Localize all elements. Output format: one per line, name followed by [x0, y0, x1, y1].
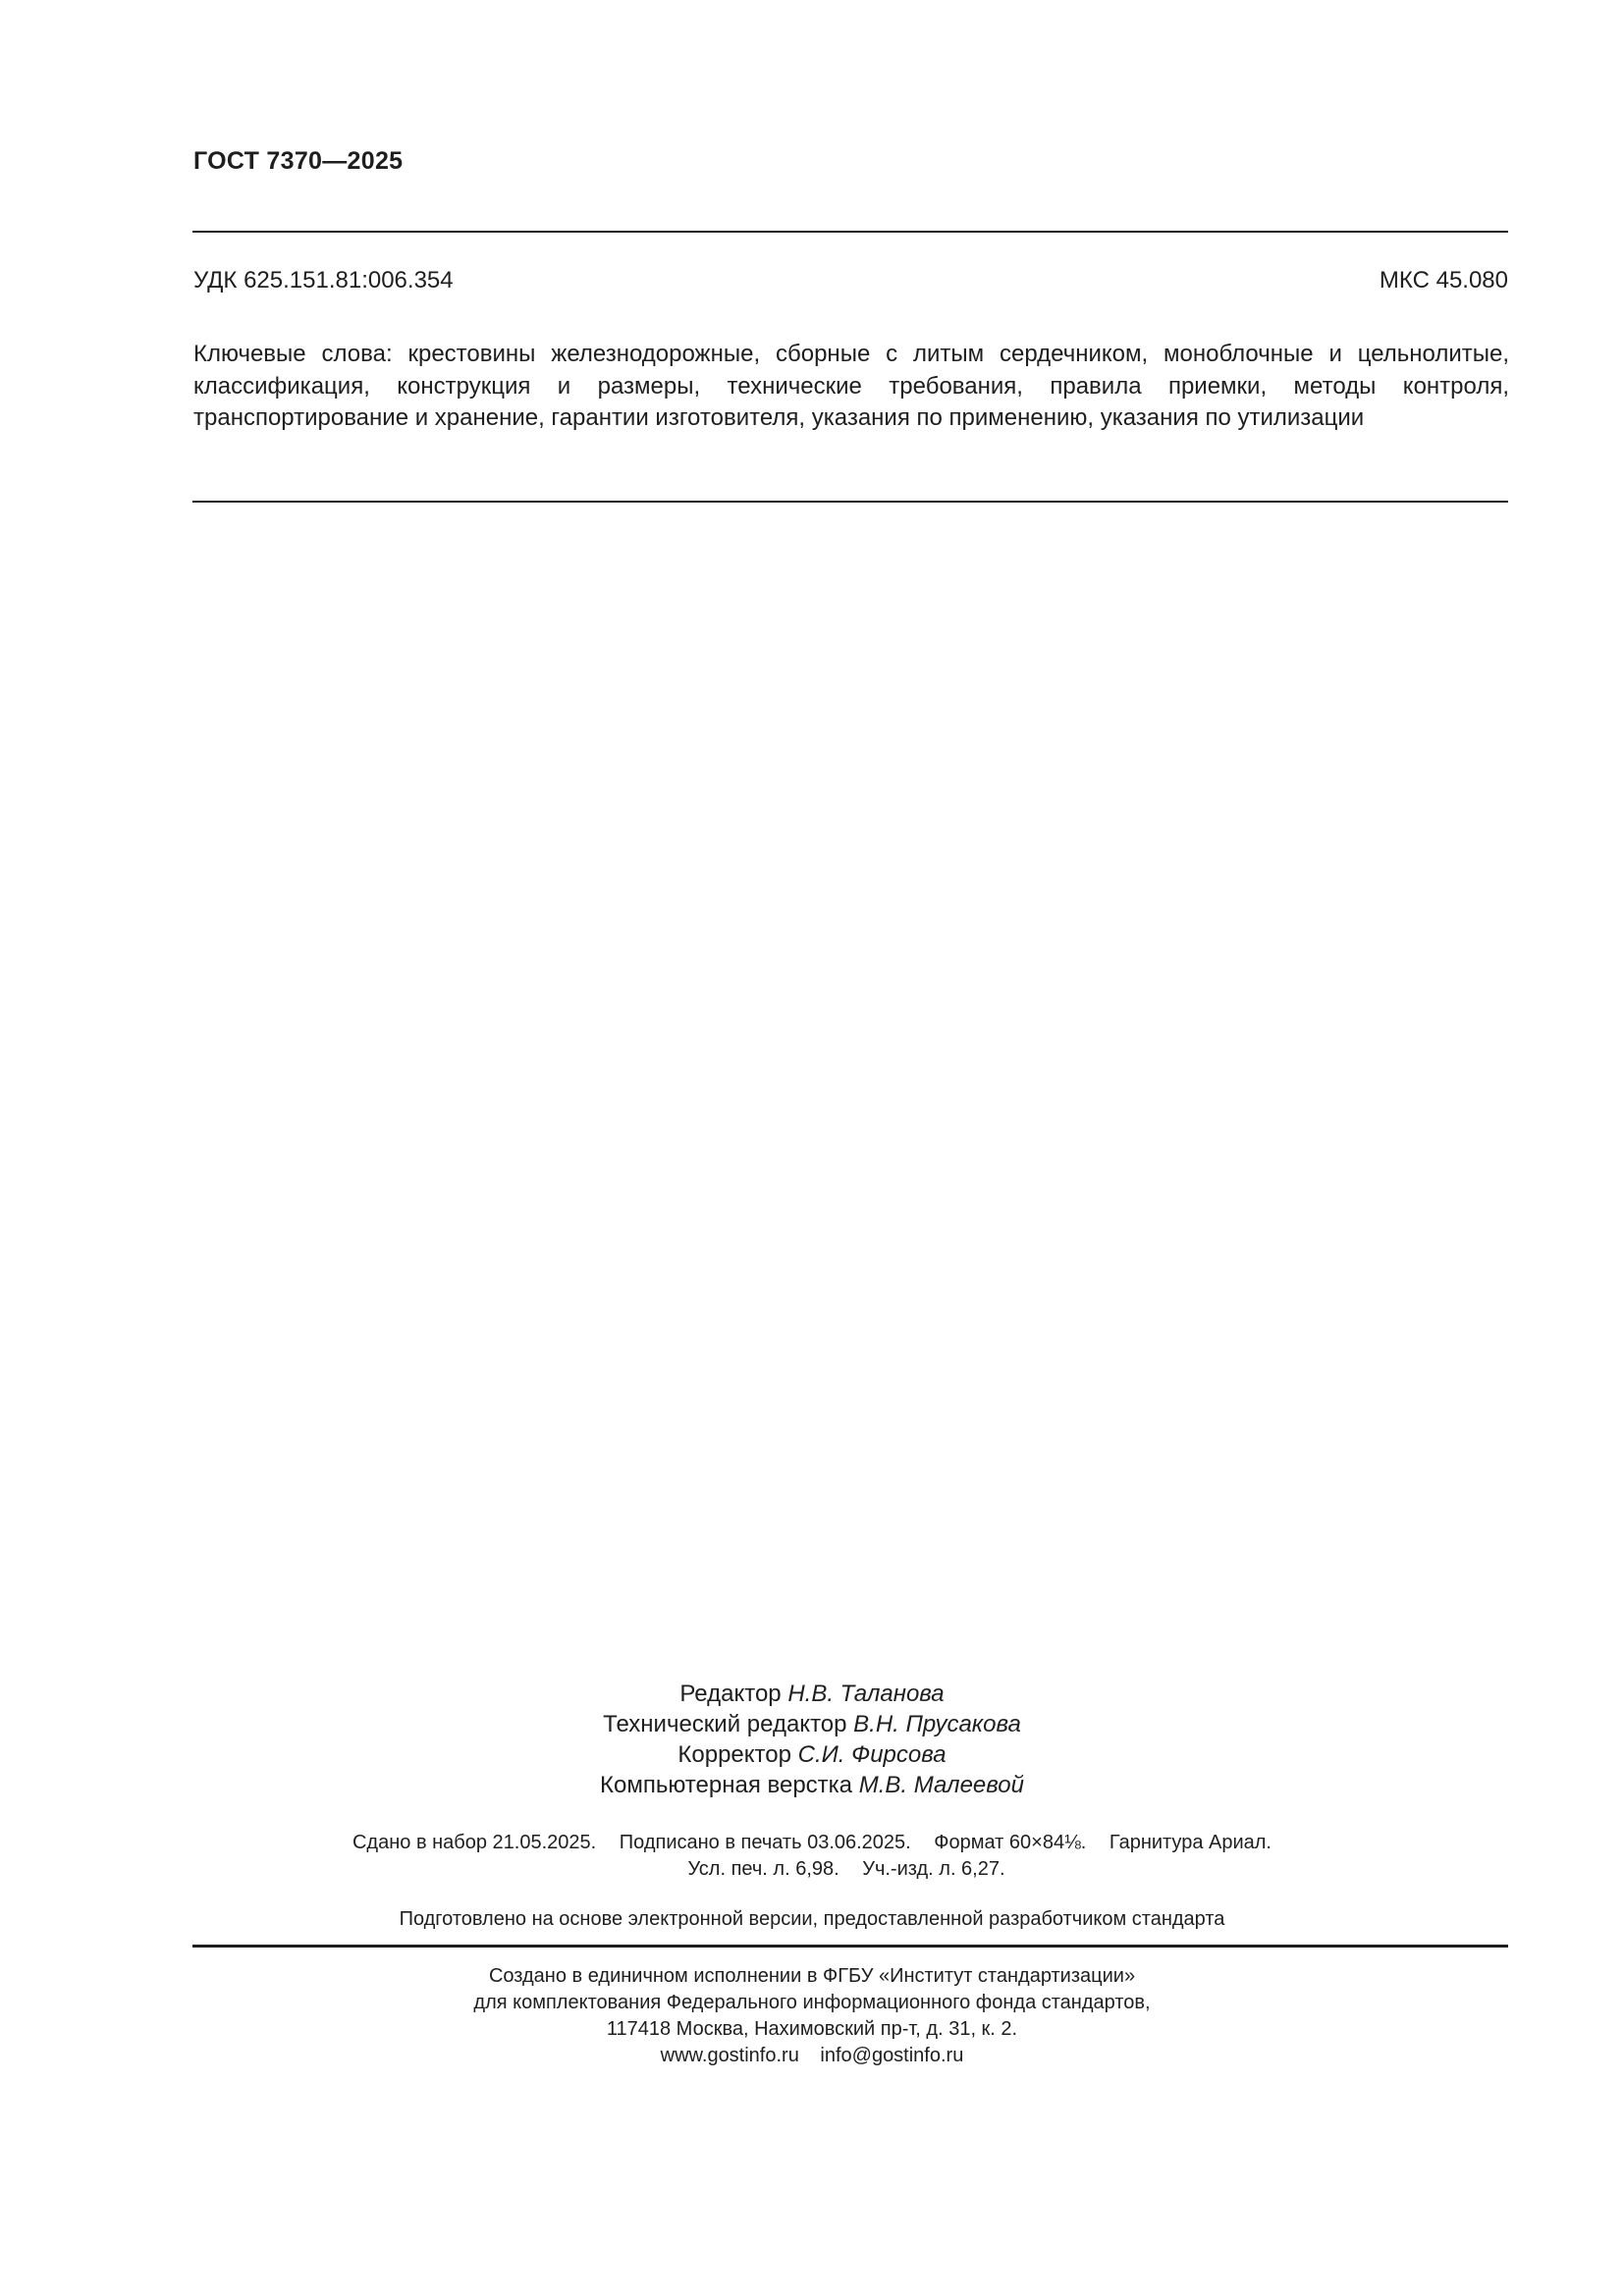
credit-name: В.Н. Прусакова — [853, 1711, 1021, 1737]
publisher-links — [0, 2043, 1624, 2069]
imprint-typeface: Гарнитура Ариал. — [1109, 1832, 1272, 1853]
document-id: ГОСТ 7370—2025 — [193, 147, 404, 175]
udk-code: УДК 625.151.81:006.354 — [193, 267, 454, 294]
credit-name: С.И. Фирсова — [797, 1741, 947, 1768]
credit-proofreader — [0, 1739, 1624, 1770]
website-link[interactable]: www.gostinfo.ru — [660, 2045, 799, 2066]
imprint-format: Формат 60×84⅛. — [934, 1832, 1087, 1853]
imprint-submitted: Сдано в набор 21.05.2025. — [352, 1832, 597, 1853]
credit-role: Редактор — [679, 1681, 782, 1707]
credit-role: Технический редактор — [603, 1711, 847, 1737]
publisher-address: 117418 Москва, Нахимовский пр-т, д. 31, к. 2. — [606, 2018, 1018, 2040]
imprint-print-sheets: Усл. печ. л. 6,98. — [687, 1858, 839, 1880]
publisher-block — [0, 1963, 1624, 2069]
mks-code: МКС 45.080 — [1379, 267, 1508, 294]
credit-layout — [0, 1770, 1624, 1800]
credit-name: Н.В. Таланова — [787, 1681, 945, 1707]
keywords-paragraph: Ключевые слова: крестовины железнодорожные, сборные с литым сердечником, моноблочные и цельнолитые, классификация, конструкция и размеры, технические требования, правила приемки, методы контроля, транспортирование и хранение, гарантии изготовителя, указания по применению, указания по утилизации — [193, 341, 1509, 431]
publisher-line-1: Создано в единичном исполнении в ФГБУ «Институт стандартизации» — [488, 1965, 1136, 1987]
publisher-line-2: для комплектования Федерального информационного фонда стандартов, — [473, 1992, 1151, 2013]
email-link[interactable]: info@gostinfo.ru — [820, 2045, 964, 2066]
imprint-publishing-sheets: Уч.-изд. л. 6,27. — [862, 1858, 1005, 1880]
imprint-block — [0, 1830, 1624, 1883]
credit-name: М.В. Малеевой — [858, 1772, 1024, 1798]
credits-block — [0, 1679, 1624, 1800]
imprint-row-2 — [0, 1856, 1624, 1883]
credit-role: Компьютерная верстка — [600, 1772, 853, 1798]
credit-editor — [0, 1679, 1624, 1709]
prepared-note: Подготовлено на основе электронной версии, предоставленной разработчиком стандарта — [399, 1908, 1225, 1930]
imprint-row-1 — [0, 1830, 1624, 1856]
bottom-divider — [192, 1945, 1508, 1948]
keywords-divider — [192, 501, 1508, 503]
credit-technical-editor — [0, 1709, 1624, 1739]
top-divider — [192, 231, 1508, 233]
imprint-signed: Подписано в печать 03.06.2025. — [619, 1832, 911, 1853]
credit-role: Корректор — [677, 1741, 791, 1768]
